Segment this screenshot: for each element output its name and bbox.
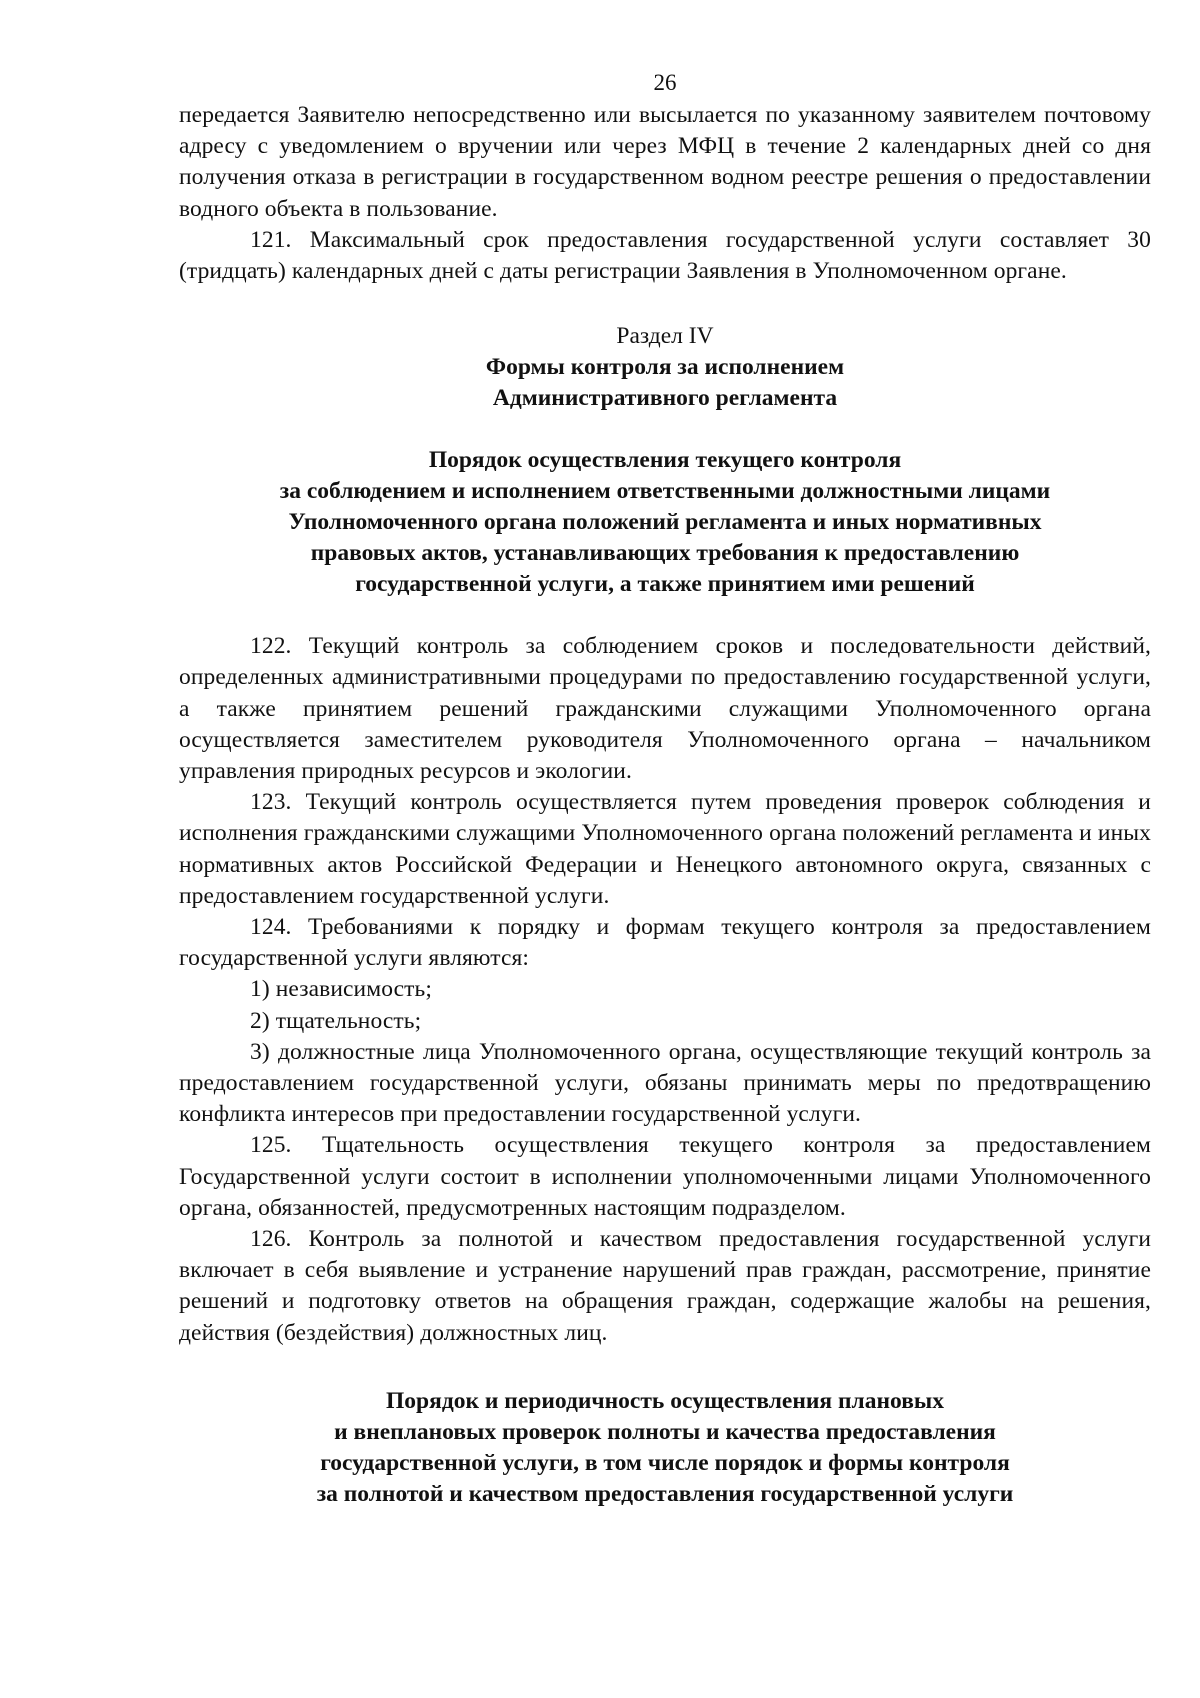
subheading-line: правовых актов, устанавливающих требования к предоставлению xyxy=(310,540,1020,567)
list-item: 3) должностные лица Уполномоченного органа, осуществляющие текущий контроль за предоставлением государственной услуги, обязаны принимать меры по предотвращению конфликта интересов при предоставлении государственной услуги. xyxy=(179,1038,1151,1128)
list-item: 2) тщательность; xyxy=(250,1007,422,1034)
section-title-line: Административного регламента xyxy=(492,385,838,412)
subheading-line: государственной услуги, а также принятием ими решений xyxy=(355,571,975,598)
document-page xyxy=(179,68,1151,1510)
subheading-line: за соблюдением и исполнением ответственными должностными лицами xyxy=(279,478,1051,505)
paragraph-124: 124. Требованиями к порядку и формам текущего контроля за предоставлением государственной услуги являются: xyxy=(179,914,1151,972)
paragraph-122: 122. Текущий контроль за соблюдением сроков и последовательности действий, определенных административными процедурами по предоставлению государственной услуги, а также принятием решений гражданскими служащими Уполномоченного органа осуществляется заместителем руководителя Уполномоченного органа – начальником управления природных ресурсов и экологии. xyxy=(179,633,1151,785)
subheading-line: за полнотой и качеством предоставления государственной услуги xyxy=(316,1480,1014,1507)
subheading-line: и внеплановых проверок полноты и качества предоставления xyxy=(334,1418,996,1445)
subheading-inspections xyxy=(179,1386,1151,1510)
subheading-line: Уполномоченного органа положений регламента и иных нормативных xyxy=(288,509,1042,536)
subheading-line: Порядок и периодичность осуществления плановых xyxy=(386,1387,944,1414)
subheading-line: Порядок осуществления текущего контроля xyxy=(428,447,902,474)
subheading-line: государственной услуги, в том числе порядок и формы контроля xyxy=(320,1449,1010,1476)
paragraph-120-continuation: передается Заявителю непосредственно или высылается по указанному заявителем почтовому адресу с уведомлением о вручении или через МФЦ в течение 2 календарных дней со дня получения отказа в регистрации в государственном водном реестре решения о предоставлении водного объекта в пользование. xyxy=(179,102,1151,222)
subheading-current-control xyxy=(179,445,1151,600)
section-heading xyxy=(179,321,1151,414)
paragraph-125: 125. Тщательность осуществления текущего контроля за предоставлением Государственной услуги состоит в исполнении уполномоченными лицами Уполномоченного органа, обязанностей, предусмотренных настоящим подразделом. xyxy=(179,1132,1151,1221)
list-item: 1) независимость; xyxy=(250,976,432,1003)
paragraph-126: 126. Контроль за полнотой и качеством предоставления государственной услуги включает в себя выявление и устранение нарушений прав граждан, рассмотрение, принятие решений и подготовку ответов на обращения граждан, содержащие жалобы на решения, действия (бездействия) должностных лиц. xyxy=(179,1226,1151,1346)
section-title-line: Формы контроля за исполнением xyxy=(485,354,845,381)
section-label: Раздел IV xyxy=(616,323,714,350)
paragraph-121: 121. Максимальный срок предоставления государственной услуги составляет 30 (тридцать) календарных дней с даты регистрации Заявления в Уполномоченном органе. xyxy=(179,226,1151,285)
paragraph-123: 123. Текущий контроль осуществляется путем проведения проверок соблюдения и исполнения гражданскими служащими Уполномоченного органа положений регламента и иных нормативных актов Российской Федерации и Ненецкого автономного округа, связанных с предоставлением государственной услуги. xyxy=(179,789,1151,909)
page-number: 26 xyxy=(653,70,677,95)
